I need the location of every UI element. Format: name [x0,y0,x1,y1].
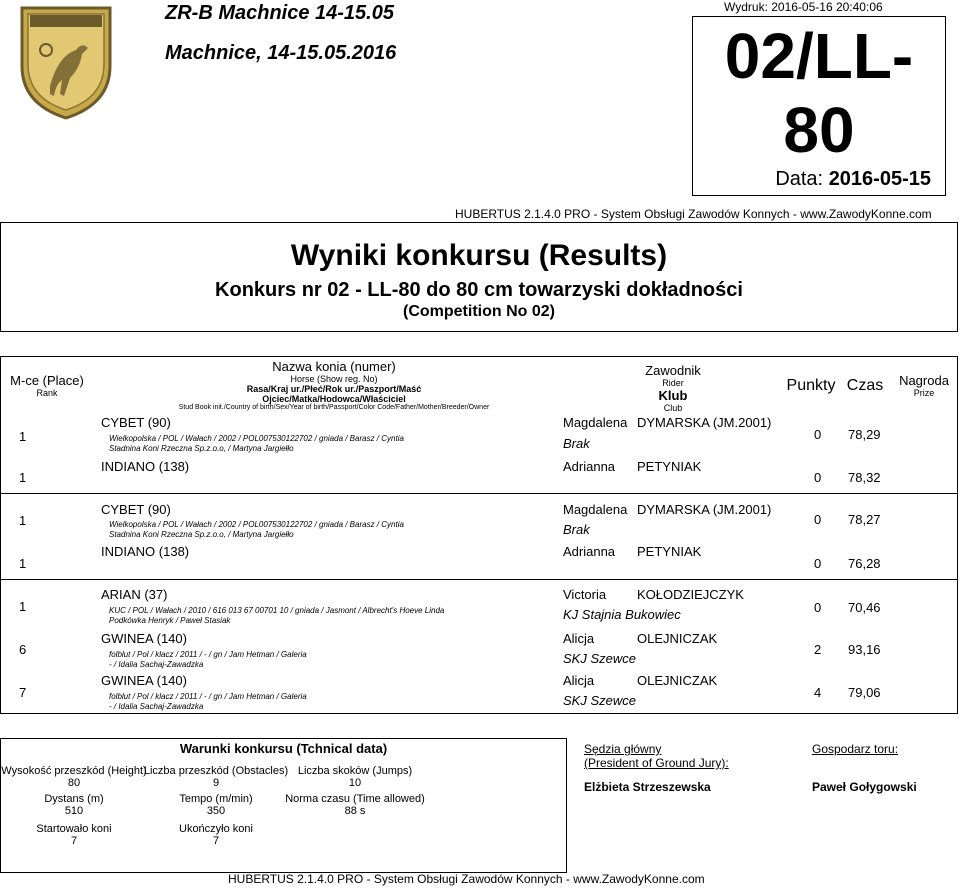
date-value: 2016-05-15 [828,168,931,190]
header-rider-en: Rider [662,378,684,388]
result-time: 70,46 [848,600,881,615]
result-points: 0 [814,556,822,571]
result-points: 0 [814,427,822,442]
results-table [0,356,958,714]
height-label: Wysokość przeszkód (Height) [1,765,147,777]
horse-details: folblut / Pol / klacz / 2011 / - / gn / Jam Hetman / Galeria [109,650,307,659]
obstacles-label: Liczba przeszkód (Obstacles) [143,765,289,777]
rider-first-name: Adrianna [563,544,616,559]
page-title: Wyniki konkursu (Results) [290,239,668,272]
jumps-value: 10 [348,777,362,789]
tempo-value: 350 [206,805,226,817]
finished-label: Ukończyło koni [179,823,253,835]
competition-title-en: (Competition No 02) [403,303,555,320]
header-rider-label: Zawodnik [645,363,701,378]
horse-details: Wielkopolska / POL / Wałach / 2002 / POL007530122702 / gniada / Barasz / Cyntia [109,434,404,443]
rider-last-name: OLEJNICZAK [637,631,718,646]
print-timestamp: Wydruk: 2016-05-16 20:40:06 [724,0,883,14]
rider-club: KJ Stajnia Bukowiec [563,607,681,622]
date-label: Data: [775,168,824,190]
height-value: 80 [67,777,81,789]
result-rank: 1 [19,470,27,485]
header-points: Punkty [786,377,836,394]
result-points: 0 [814,512,822,527]
club-crest-logo [20,6,112,120]
result-rank: 6 [19,642,27,657]
result-points: 0 [814,600,822,615]
course-designer-label: Gospodarz toru: [812,742,899,756]
judge-label-line1: Sędzia główny [584,742,662,756]
horse-breeder-owner: - / Idalia Sachaj-Zawadzka [109,702,204,711]
rider-first-name: Magdalena [563,502,628,517]
finished-cell [143,823,289,847]
software-credit-bottom: HUBERTUS 2.1.4.0 PRO - System Obsługi Zawodów Konnych - www.ZawodyKonne.com [228,872,705,886]
header-horse-line4: Stud Book init./Country of birth/Sex/Year of birth/Passport/Color Code/Father/Mother/Breeder/Owner [178,404,490,411]
header-horse-label: Nazwa konia (numer) [272,359,396,374]
distance-label: Dystans (m) [44,793,104,805]
distance-cell [1,793,147,817]
horse-name: INDIANO (138) [101,459,190,474]
horse-name: GWINEA (140) [101,673,187,688]
started-label: Startowało koni [36,823,112,835]
header-horse-line3: Ojciec/Matka/Hodowca/Właściciel [262,394,406,404]
event-place-date: Machnice, 14-15.05.2016 [165,42,397,64]
tempo-cell [143,793,289,817]
rider-first-name: Victoria [563,587,607,602]
obstacles-value: 9 [212,777,220,789]
rider-last-name: PETYNIAK [637,459,702,474]
time-allowed-label: Norma czasu (Time allowed) [285,793,425,805]
distance-value: 510 [64,805,84,817]
header-rider [633,363,713,413]
header-time: Czas [846,377,884,394]
rider-club: Brak [563,436,590,451]
technical-data-title: Warunki konkursu (Tchnical data) [179,741,388,756]
rider-club: SKJ Szewce [563,693,636,708]
rider-first-name: Alicja [563,673,595,688]
competition-date [775,168,931,191]
horse-details: folblut / Pol / klacz / 2011 / - / gn / Jam Hetman / Galeria [109,692,307,701]
result-rank: 1 [19,513,27,528]
rider-first-name: Adrianna [563,459,616,474]
rider-first-name: Magdalena [563,415,628,430]
finished-value: 7 [212,835,220,847]
event-name: ZR-B Machnice 14-15.05 [165,2,394,24]
group-divider [1,579,957,580]
technical-data-box [0,738,567,873]
header-horse-en: Horse (Show reg. No) [290,374,378,384]
horse-name: INDIANO (138) [101,544,190,559]
rider-last-name: OLEJNICZAK [637,673,718,688]
horse-details: Wielkopolska / POL / Wałach / 2002 / POL007530122702 / gniada / Barasz / Cyntia [109,520,404,529]
rider-club: Brak [563,522,590,537]
title-box [0,222,958,332]
started-value: 7 [70,835,78,847]
horse-name: CYBET (90) [101,502,171,517]
competition-code-box [692,16,946,196]
header-prize [891,373,957,398]
jumps-label: Liczba skoków (Jumps) [297,765,413,777]
header-place [7,373,87,398]
tempo-label: Tempo (m/min) [179,793,253,805]
header-prize-en: Prize [913,388,935,398]
horse-details: KUC / POL / Wałach / 2010 / 616 013 67 00701 10 / gniada / Jasmont / Albrecht's Hoeve Linda [109,606,445,615]
result-rank: 1 [19,556,27,571]
result-time: 78,27 [848,512,881,527]
height-cell [1,765,147,789]
header-club-en: Club [663,403,683,413]
horse-breeder-owner: Stadnina Koni Rzeczna Sp.z.o.o, / Martyna Jargiełło [109,530,294,539]
header-place-en: Rank [36,388,58,398]
judge-name: Elżbieta Strzeszewska [584,780,711,794]
result-rank: 7 [19,685,27,700]
horse-name: ARIAN (37) [101,587,168,602]
result-time: 76,28 [848,556,881,571]
result-time: 93,16 [848,642,881,657]
group-divider [1,493,957,494]
competition-code: 02/LL-80 [724,20,914,166]
competition-title: Konkurs nr 02 - LL-80 do 80 cm towarzyski dokładności [215,279,743,301]
result-points: 0 [814,470,822,485]
course-designer-name: Paweł Gołygowski [812,780,917,794]
rider-club: SKJ Szewce [563,651,636,666]
started-cell [1,823,147,847]
judge-label-line2: (President of Ground Jury): [584,756,729,770]
rider-last-name: PETYNIAK [637,544,702,559]
header-horse [161,359,507,411]
obstacles-cell [143,765,289,789]
result-points: 4 [814,685,822,700]
horse-breeder-owner: - / Idalia Sachaj-Zawadzka [109,660,204,669]
software-credit-top: HUBERTUS 2.1.4.0 PRO - System Obsługi Zawodów Konnych - www.ZawodyKonne.com [455,207,932,221]
rider-last-name: DYMARSKA (JM.2001) [637,415,772,430]
horse-breeder-owner: Podkówka Henryk / Paweł Stasiak [109,616,231,625]
header-club-label: Klub [658,388,688,403]
judge-label [584,742,729,770]
rider-last-name: DYMARSKA (JM.2001) [637,502,772,517]
result-points: 2 [814,642,822,657]
result-time: 78,32 [848,470,881,485]
result-rank: 1 [19,429,27,444]
horse-name: CYBET (90) [101,415,171,430]
result-rank: 1 [19,599,27,614]
result-time: 79,06 [848,685,881,700]
horse-breeder-owner: Stadnina Koni Rzeczna Sp.z.o.o, / Martyna Jargiełło [109,444,294,453]
rider-first-name: Alicja [563,631,595,646]
time-allowed-cell [283,793,427,817]
result-time: 78,29 [848,427,881,442]
horse-name: GWINEA (140) [101,631,187,646]
rider-last-name: KOŁODZIEJCZYK [637,587,744,602]
header-horse-line2: Rasa/Kraj ur./Płeć/Rok ur./Paszport/Maść [246,384,422,394]
jumps-cell [287,765,423,789]
header-place-label: M-ce (Place) [10,373,84,388]
time-allowed-value: 88 s [344,805,366,817]
header-prize-label: Nagroda [899,373,949,388]
